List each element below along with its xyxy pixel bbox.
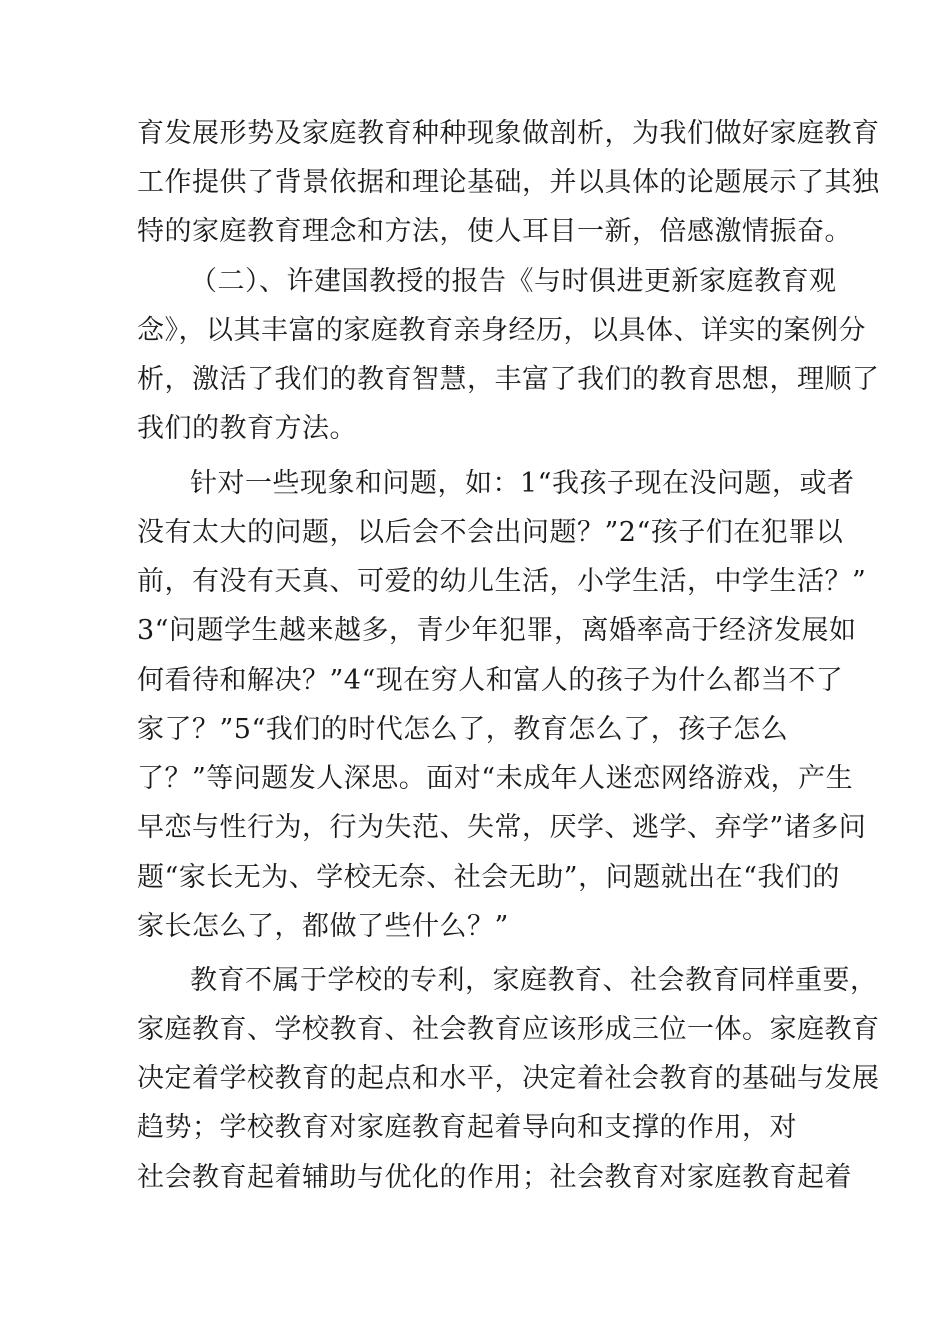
text-line: 3“问题学生越来越多，青少年犯罪，离婚率高于经济发展如 <box>137 615 857 646</box>
text-line: 决定着学校教育的起点和水平，决定着社会教育的基础与发展 <box>137 1063 880 1094</box>
paragraph-2-start-line: （二）、许建国教授的报告《与时俱进更新家庭教育观 <box>190 266 837 297</box>
text-line: 社会教育起着辅助与优化的作用；社会教育对家庭教育起着 <box>137 1162 852 1193</box>
text-line: 特的家庭教育理念和方法，使人耳目一新，倍感激情振奋。 <box>137 216 852 247</box>
text-line: 我们的教育方法。 <box>137 413 357 444</box>
text-line: 何看待和解决？”4“现在穷人和富人的孩子为什么都当不了 <box>137 665 844 696</box>
text-line: 家庭教育、学校教育、社会教育应该形成三位一体。家庭教育 <box>137 1014 880 1045</box>
paragraph-4-start-line: 教育不属于学校的专利，家庭教育、社会教育同样重要， <box>190 965 878 996</box>
text-line: 前，有没有天真、可爱的幼儿生活，小学生活，中学生活？” <box>137 566 867 597</box>
text-line: 了？”等问题发人深思。面对“未成年人迷恋网络游戏，产生 <box>137 763 854 794</box>
text-line: 没有太大的问题，以后会不会出问题？”2“孩子们在犯罪以 <box>137 517 844 548</box>
text-line: 工作提供了背景依据和理论基础，并以具体的论题展示了其独 <box>137 167 880 198</box>
text-line: 析，激活了我们的教育智慧，丰富了我们的教育思想，理顺了 <box>137 364 880 395</box>
text-line: 趋势；学校教育对家庭教育起着导向和支撑的作用，对 <box>137 1112 797 1143</box>
text-line: 育发展形势及家庭教育种种现象做剖析，为我们做好家庭教育 <box>137 118 880 149</box>
text-line: 家了？”5“我们的时代怎么了，教育怎么了，孩子怎么 <box>137 714 789 745</box>
text-line: 家长怎么了，都做了些什么？” <box>137 911 509 942</box>
text-line: 早恋与性行为，行为失范、失常，厌学、逃学、弃学”诸多问 <box>137 812 867 843</box>
text-line: 题“家长无为、学校无奈、社会无助”，问题就出在“我们的 <box>137 862 840 893</box>
text-line: 念》，以其丰富的家庭教育亲身经历，以具体、详实的案例分 <box>137 315 866 346</box>
paragraph-3-start-line: 针对一些现象和问题，如：1“我孩子现在没问题，或者 <box>190 468 855 499</box>
